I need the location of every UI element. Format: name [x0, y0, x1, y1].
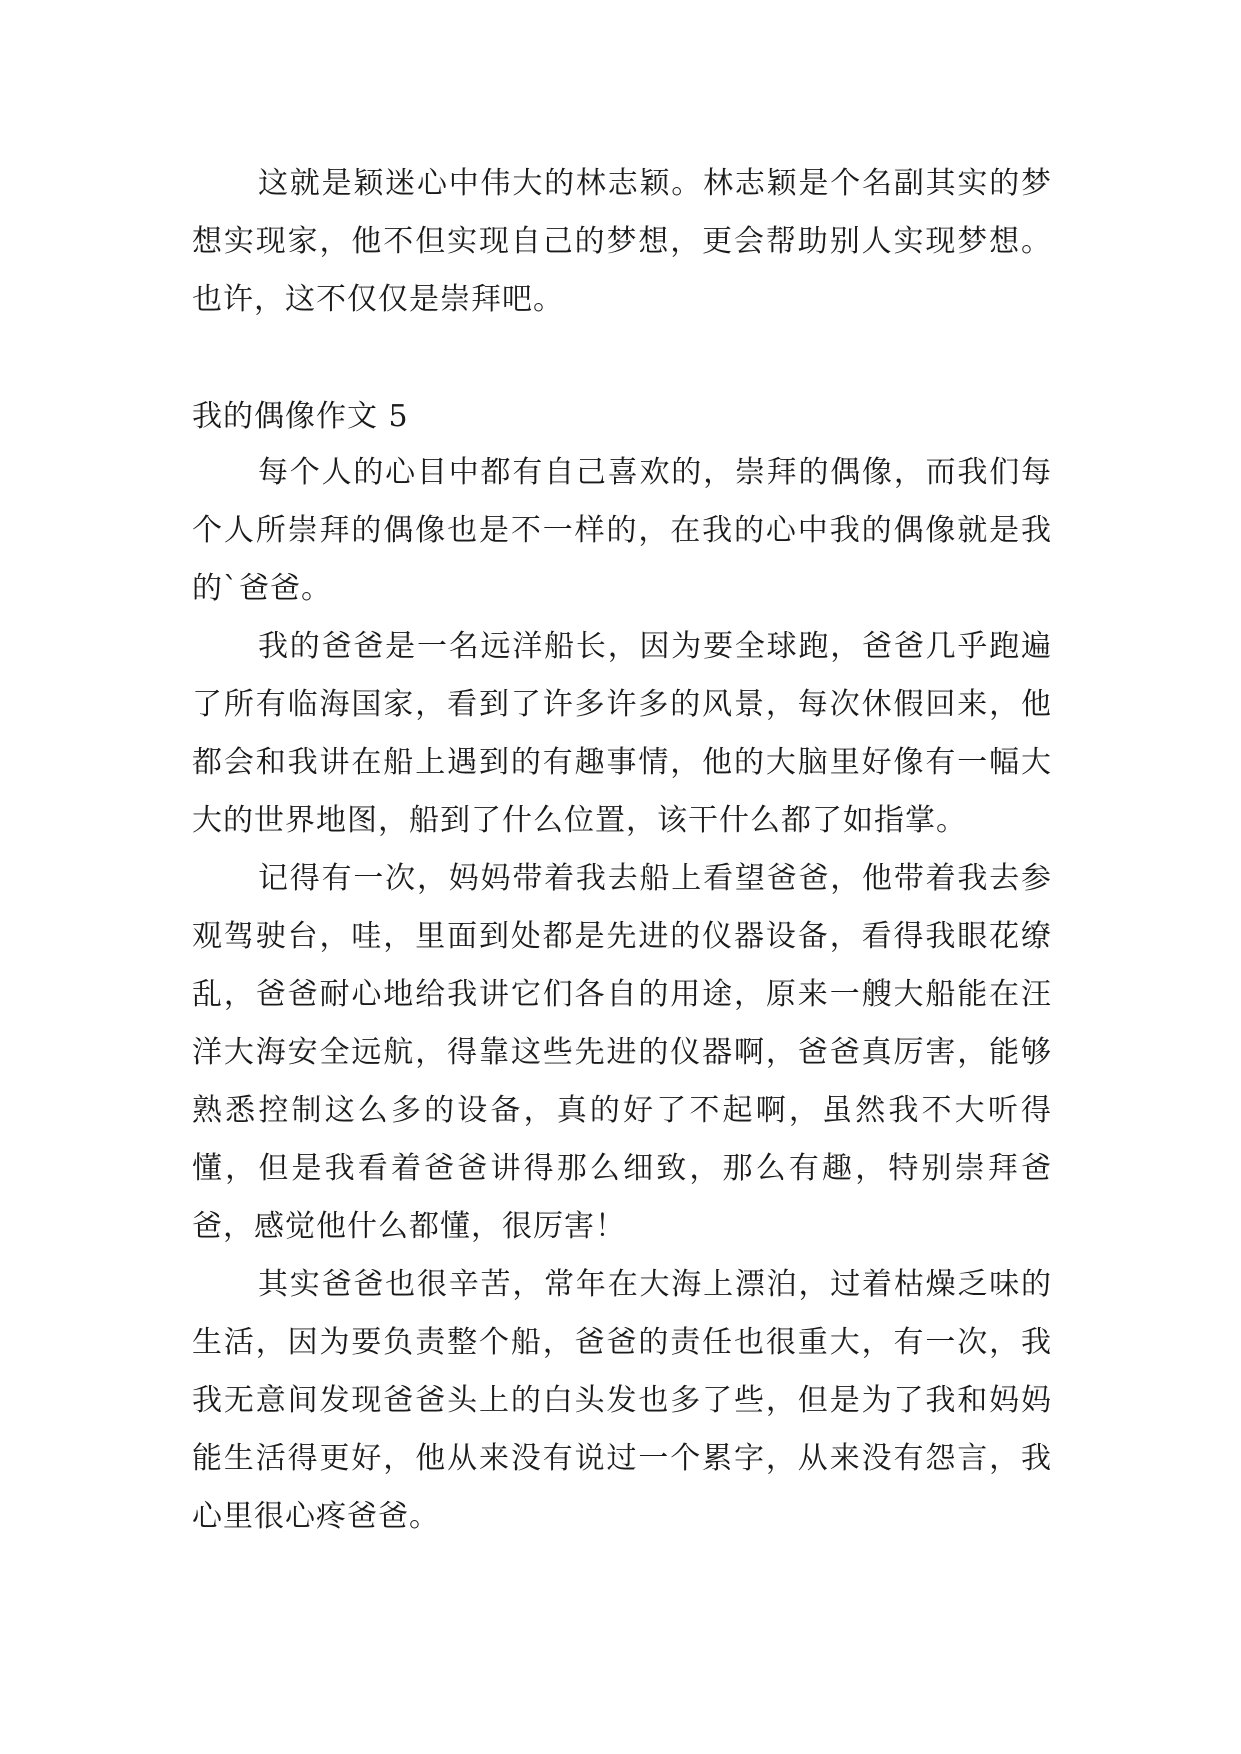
intro-block: [192, 155, 1052, 329]
paragraph-3: 记得有一次，妈妈带着我去船上看望爸爸，他带着我去参观驾驶台，哇，里面到处都是先进的仪器设备，看得我眼花缭乱，爸爸耐心地给我讲它们各自的用途，原来一艘大船能在汪洋大海安全远航，得靠这些先进的仪器啊，爸爸真厉害，能够熟悉控制这么多的设备，真的好了不起啊，虽然我不大听得懂，但是我看着爸爸讲得那么细致，那么有趣，特别崇拜爸爸，感觉他什么都懂，很厉害！: [192, 861, 1052, 1244]
intro-paragraph: 这就是颖迷心中伟大的林志颖。林志颖是个名副其实的梦想实现家，他不但实现自己的梦想，更会帮助别人实现梦想。也许，这不仅仅是崇拜吧。: [192, 166, 1052, 317]
paragraph-1: 每个人的心目中都有自己喜欢的，崇拜的偶像，而我们每个人所崇拜的偶像也是不一样的，在我的心中我的偶像就是我的`爸爸。: [192, 455, 1052, 606]
paragraph-4: 其实爸爸也很辛苦，常年在大海上漂泊，过着枯燥乏味的生活，因为要负责整个船，爸爸的责任也很重大，有一次，我我无意间发现爸爸头上的白头发也多了些，但是为了我和妈妈能生活得更好，他从来没有说过一个累字，从来没有怨言，我心里很心疼爸爸。: [192, 1267, 1052, 1534]
essay-body: [192, 444, 1052, 1546]
section-title: 我的偶像作文 5: [192, 399, 409, 434]
paragraph-2: 我的爸爸是一名远洋船长，因为要全球跑，爸爸几乎跑遍了所有临海国家，看到了许多许多的风景，每次休假回来，他都会和我讲在船上遇到的有趣事情，他的大脑里好像有一幅大大的世界地图，船到了什么位置，该干什么都了如指掌。: [192, 629, 1052, 838]
